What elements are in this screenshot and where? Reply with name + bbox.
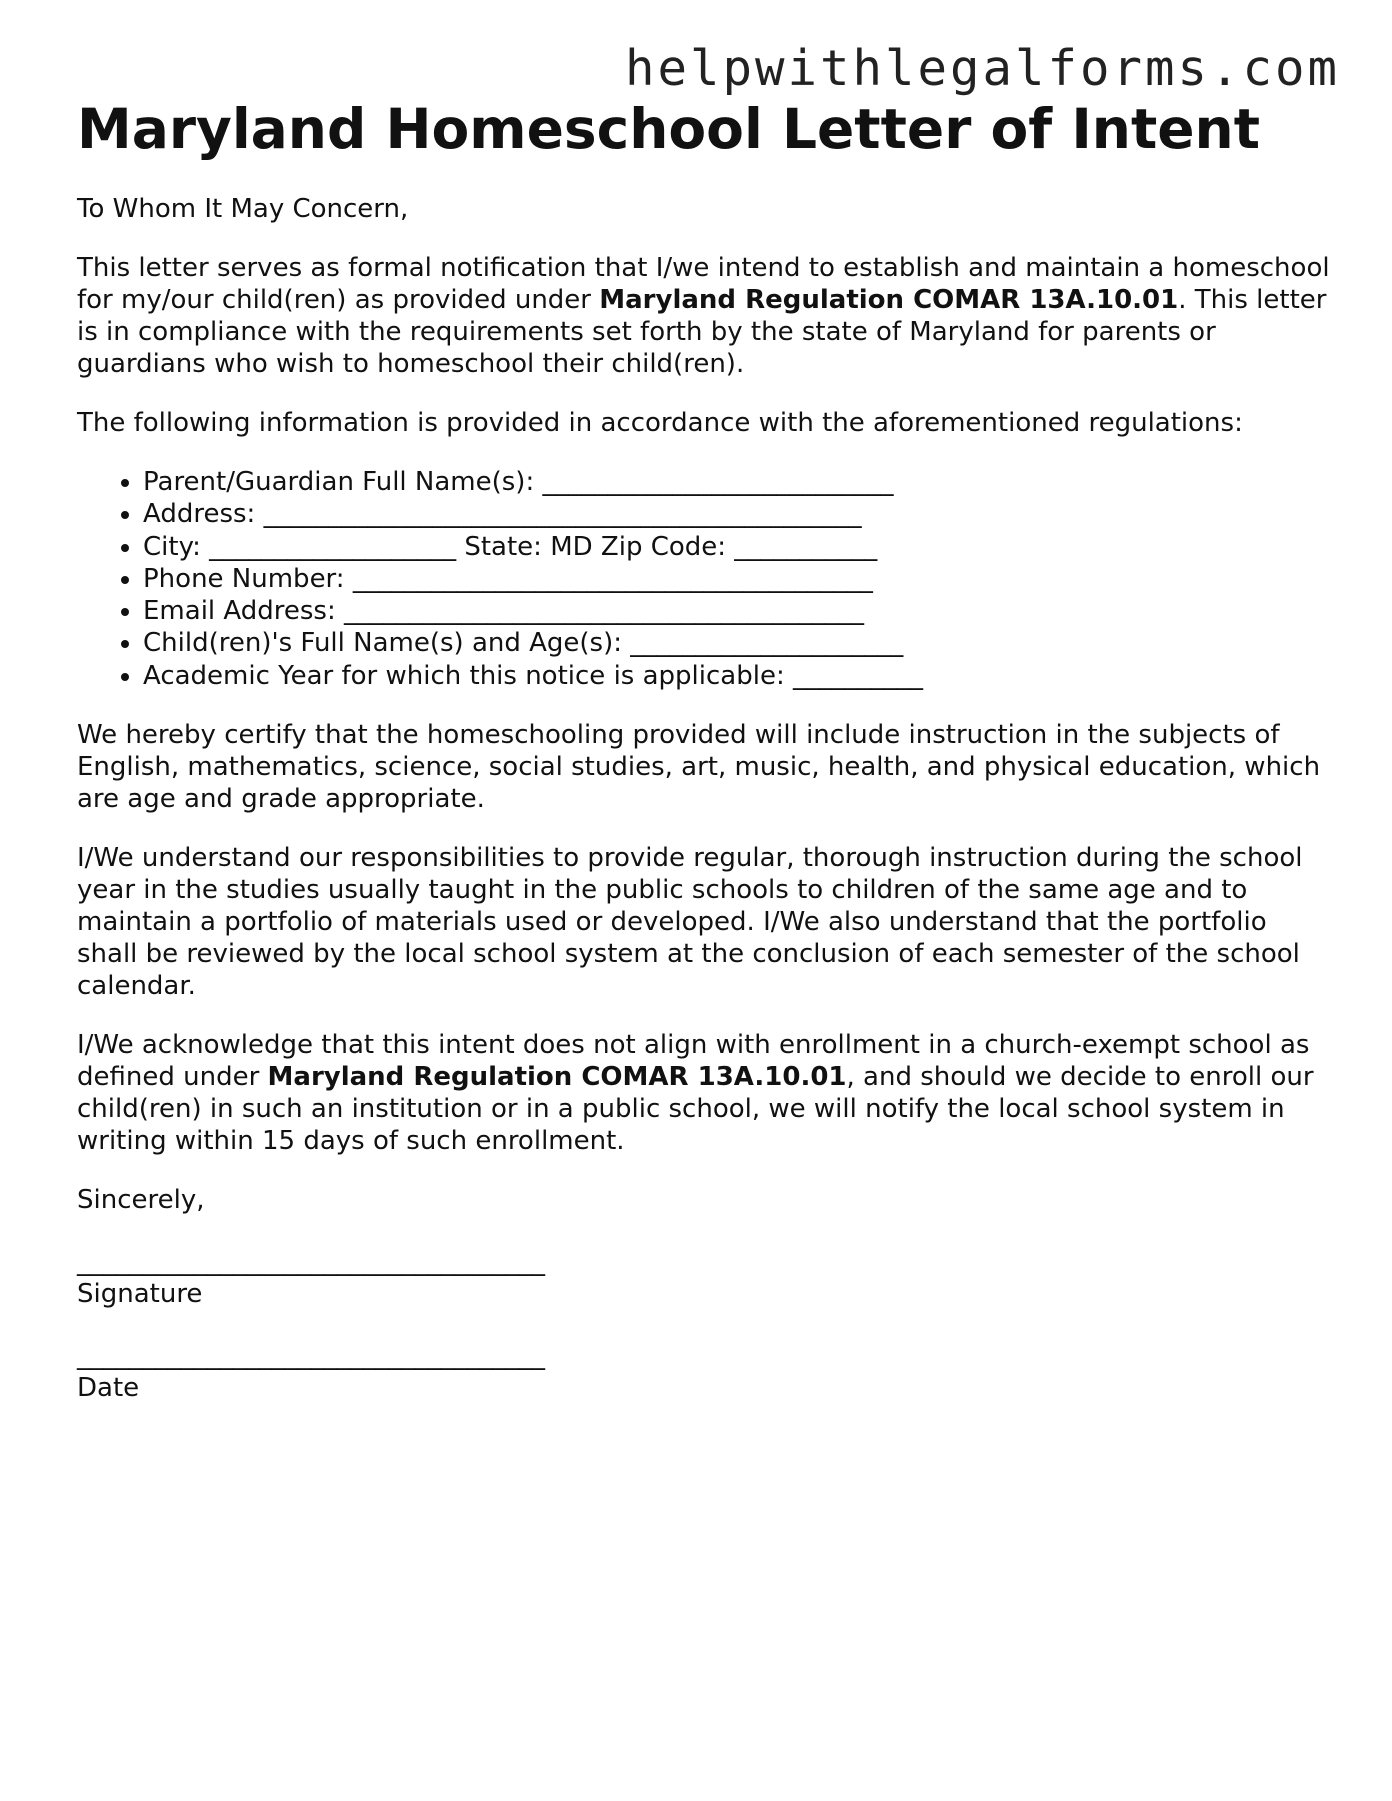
intro-paragraph	[77, 252, 1332, 380]
info-field-list	[77, 466, 1332, 692]
field-academic-year[interactable]: • Academic Year for which this notice is applicable: __________	[143, 660, 1332, 692]
field-children[interactable]: • Child(ren)'s Full Name(s) and Age(s): _____________________	[143, 627, 1332, 659]
field-parent-name[interactable]: • Parent/Guardian Full Name(s): ___________________________	[143, 466, 1332, 498]
salutation: To Whom It May Concern,	[77, 194, 409, 224]
certification-paragraph: We hereby certify that the homeschooling provided will include instruction in the subjects of English, mathematics, science, social studies, art, music, health, and physical education, which are age and grade appropriate.	[77, 720, 1321, 815]
signature-label: Signature	[77, 1279, 203, 1310]
closing: Sincerely,	[77, 1185, 205, 1216]
page-title: Maryland Homeschool Letter of Intent	[77, 97, 1260, 161]
field-email[interactable]: • Email Address: ________________________________________	[143, 595, 1332, 627]
field-phone[interactable]: • Phone Number: ________________________________________	[143, 563, 1332, 595]
list-intro: The following information is provided in accordance with the aforementioned regulations:	[77, 408, 1243, 438]
field-address[interactable]: • Address: ______________________________________________	[143, 498, 1332, 530]
ack-text-a: I/We acknowledge that this intent does not align with enrollment in a church-exempt school as defined under	[77, 1030, 1310, 1093]
acknowledgement-paragraph	[77, 1029, 1332, 1157]
signature-line[interactable]: ____________________________________	[77, 1247, 545, 1278]
field-city-state-zip[interactable]: • City: ___________________ State: MD Zip Code: ___________	[143, 531, 1332, 563]
intro-text-a: This letter serves as formal notification that I/we intend to establish and maintain a homeschool for my/our child(ren) as provided under	[77, 253, 1330, 315]
ack-text-b: , and should we decide to enroll our child(ren) in such an institution or in a public school, we will notify the local school system in writing within 15 days of such enrollment.	[77, 1062, 1314, 1157]
date-line[interactable]: ____________________________________	[77, 1341, 545, 1372]
intro-text-b: . This letter is in compliance with the requirements set forth by the state of Maryland for parents or guardians who wish to homeschool their child(ren).	[77, 285, 1327, 379]
watermark-text: helpwithlegalforms.com	[624, 40, 1340, 97]
date-label: Date	[77, 1373, 140, 1404]
letter-document	[77, 96, 1332, 1404]
regulation-reference-2: Maryland Regulation COMAR 13A.10.01	[267, 1062, 847, 1093]
responsibilities-paragraph: I/We understand our responsibilities to provide regular, thorough instruction during the school year in the studies usually taught in the public schools to children of the same age and to maintain a portfolio of materials used or developed. I/We also understand that the portfolio shall be reviewed by the local school system at the conclusion of each semester of the school calendar.	[77, 843, 1303, 1002]
regulation-reference: Maryland Regulation COMAR 13A.10.01	[599, 285, 1179, 315]
